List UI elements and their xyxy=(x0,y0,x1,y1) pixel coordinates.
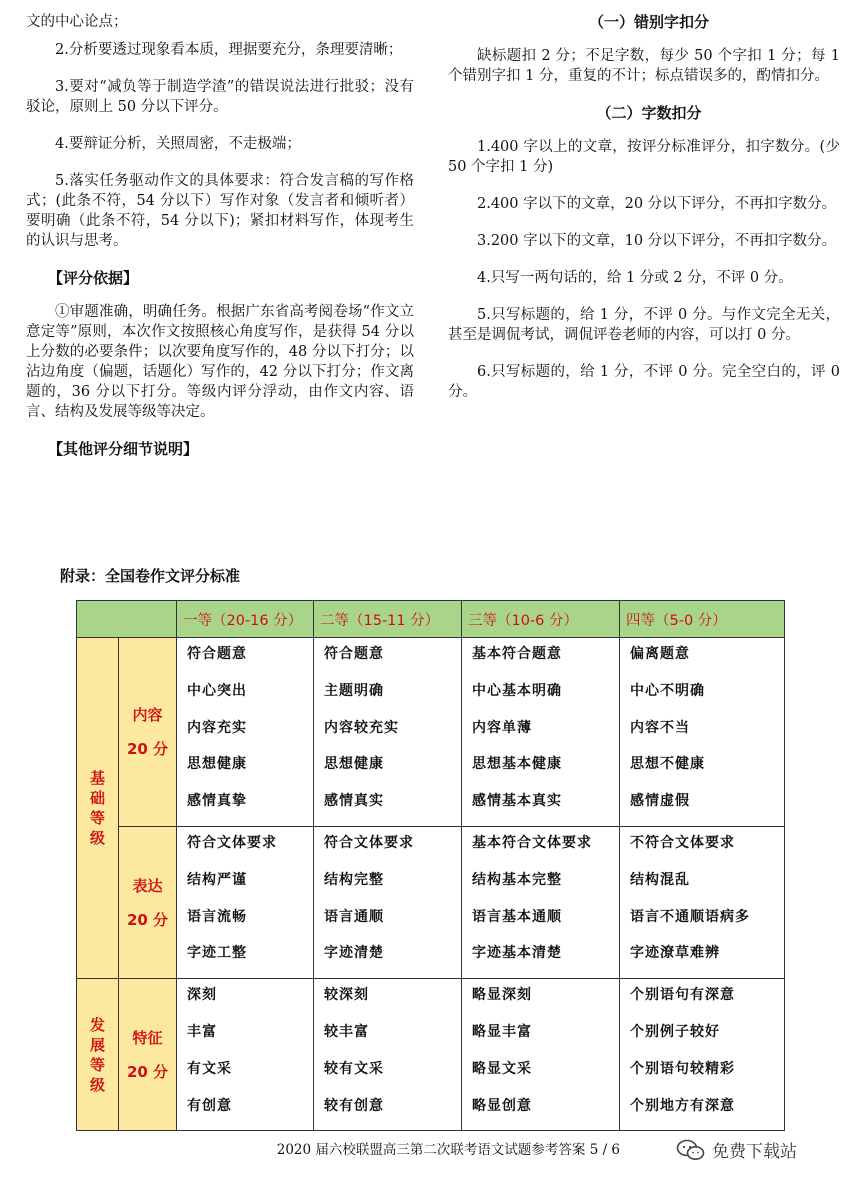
cell-feature-2: 较深刻 较丰富 较有文采 较有创意 xyxy=(314,979,462,1131)
cell-feature-3: 略显深刻 略显丰富 略显文采 略显创意 xyxy=(462,979,620,1131)
paragraph: 2.分析要透过现象看本质，理据要充分，条理要清晰； xyxy=(55,42,403,58)
table-row-expression xyxy=(77,826,785,978)
paragraph: 缺标题扣 2 分；不足字数，每少 50 个字扣 1 分；每 1 个错别字扣 1 分，重复的不计；标点错误多的，酌情扣分。 xyxy=(448,48,840,84)
table-row-feature xyxy=(77,979,785,1131)
list-item: 1.400 字以上的文章，按评分标准评分，扣字数分。(少 50 个字扣 1 分) xyxy=(448,139,840,175)
wechat-logo-icon xyxy=(676,1139,706,1161)
list-item: 2.400 字以下的文章，20 分以下评分，不再扣字数分。 xyxy=(477,196,837,212)
header-grade-1: 一等（20-16 分） xyxy=(177,601,314,638)
level-development: 发展等级 xyxy=(77,979,119,1131)
section-heading-typo: （一）错别字扣分 xyxy=(588,13,709,31)
list-item: 5.只写标题的，给 1 分，不评 0 分。与作文完全无关，甚至是调侃考试，调侃评卷老师的内容，可以打 0 分。 xyxy=(448,307,840,343)
section-heading-other: 【其他评分细节说明】 xyxy=(48,440,199,458)
watermark-text: 免费下载站 xyxy=(712,1142,797,1162)
grading-table xyxy=(76,600,785,1131)
page-footer: 2020 届六校联盟高三第二次联考语文试题参考答案 5 / 6 xyxy=(276,1142,620,1158)
header-grade-3: 三等（10-6 分） xyxy=(462,601,620,638)
cell-content-2: 符合题意 主题明确 内容较充实 思想健康 感情真实 xyxy=(314,638,462,827)
cell-feature-4: 个别语句有深意 个别例子较好 个别语句较精彩 个别地方有深意 xyxy=(620,979,785,1131)
cell-expression-3: 基本符合文体要求 结构基本完整 语言基本通顺 字迹基本清楚 xyxy=(462,826,620,978)
table-header-row xyxy=(77,601,785,638)
paragraph: 5.落实任务驱动作文的具体要求：符合发言稿的写作格式；(此条不符，54 分以下）写作对象（发言者和倾听者）要明确（此条不符，54 分以下)；紧扣材料写作，体现考生的认识与思考。 xyxy=(26,173,414,249)
list-item: 4.只写一两句话的，给 1 分或 2 分，不评 0 分。 xyxy=(477,270,793,286)
cell-content-1: 符合题意 中心突出 内容充实 思想健康 感情真挚 xyxy=(177,638,314,827)
header-grade-4: 四等（5-0 分） xyxy=(620,601,785,638)
dim-content: 内容 20 分 xyxy=(119,638,177,827)
cell-content-3: 基本符合题意 中心基本明确 内容单薄 思想基本健康 感情基本真实 xyxy=(462,638,620,827)
dim-feature: 特征 20 分 xyxy=(119,979,177,1131)
header-blank xyxy=(77,601,177,638)
cell-expression-1: 符合文体要求 结构严谨 语言流畅 字迹工整 xyxy=(177,826,314,978)
left-column xyxy=(26,12,414,473)
cell-expression-4: 不符合文体要求 结构混乱 语言不通顺语病多 字迹潦草难辨 xyxy=(620,826,785,978)
cell-feature-1: 深刻 丰富 有文采 有创意 xyxy=(177,979,314,1131)
list-item: 3.200 字以下的文章，10 分以下评分，不再扣字数分。 xyxy=(477,233,837,249)
appendix-title: 附录：全国卷作文评分标准 xyxy=(60,567,241,585)
cell-content-4: 偏离题意 中心不明确 内容不当 思想不健康 感情虚假 xyxy=(620,638,785,827)
paragraph: 3.要对“减负等于制造学渣”的错误说法进行批驳；没有驳论，原则上 50 分以下评分。 xyxy=(26,79,414,115)
header-grade-2: 二等（15-11 分） xyxy=(314,601,462,638)
list-item: 6.只写标题的，给 1 分，不评 0 分。完全空白的，评 0 分。 xyxy=(448,364,840,400)
section-heading-basis: 【评分依据】 xyxy=(48,269,139,287)
watermark xyxy=(676,1137,797,1162)
cell-expression-2: 符合文体要求 结构完整 语言通顺 字迹清楚 xyxy=(314,826,462,978)
level-basic: 基础等级 xyxy=(77,638,119,979)
paragraph: 文的中心论点； xyxy=(26,14,128,30)
paragraph: ①审题准确，明确任务。根据广东省高考阅卷场“作文立意定等”原则，本次作文按照核心角度写作，是获得 54 分以上分数的必要条件；以次要角度写作的，48 分以下打分；以沾边角度（偏题，话题化）写作的，42 分以下打分；作文离题的，36 分以下打分。等级内评分浮动，由作文内容、语言、结构及发展等级等决定。 xyxy=(26,304,414,420)
dim-expression: 表达 20 分 xyxy=(119,826,177,978)
section-heading-count: （二）字数扣分 xyxy=(596,104,702,122)
right-column xyxy=(448,12,840,419)
table-row-content xyxy=(77,638,785,827)
paragraph: 4.要辩证分析，关照周密，不走极端； xyxy=(55,136,301,152)
